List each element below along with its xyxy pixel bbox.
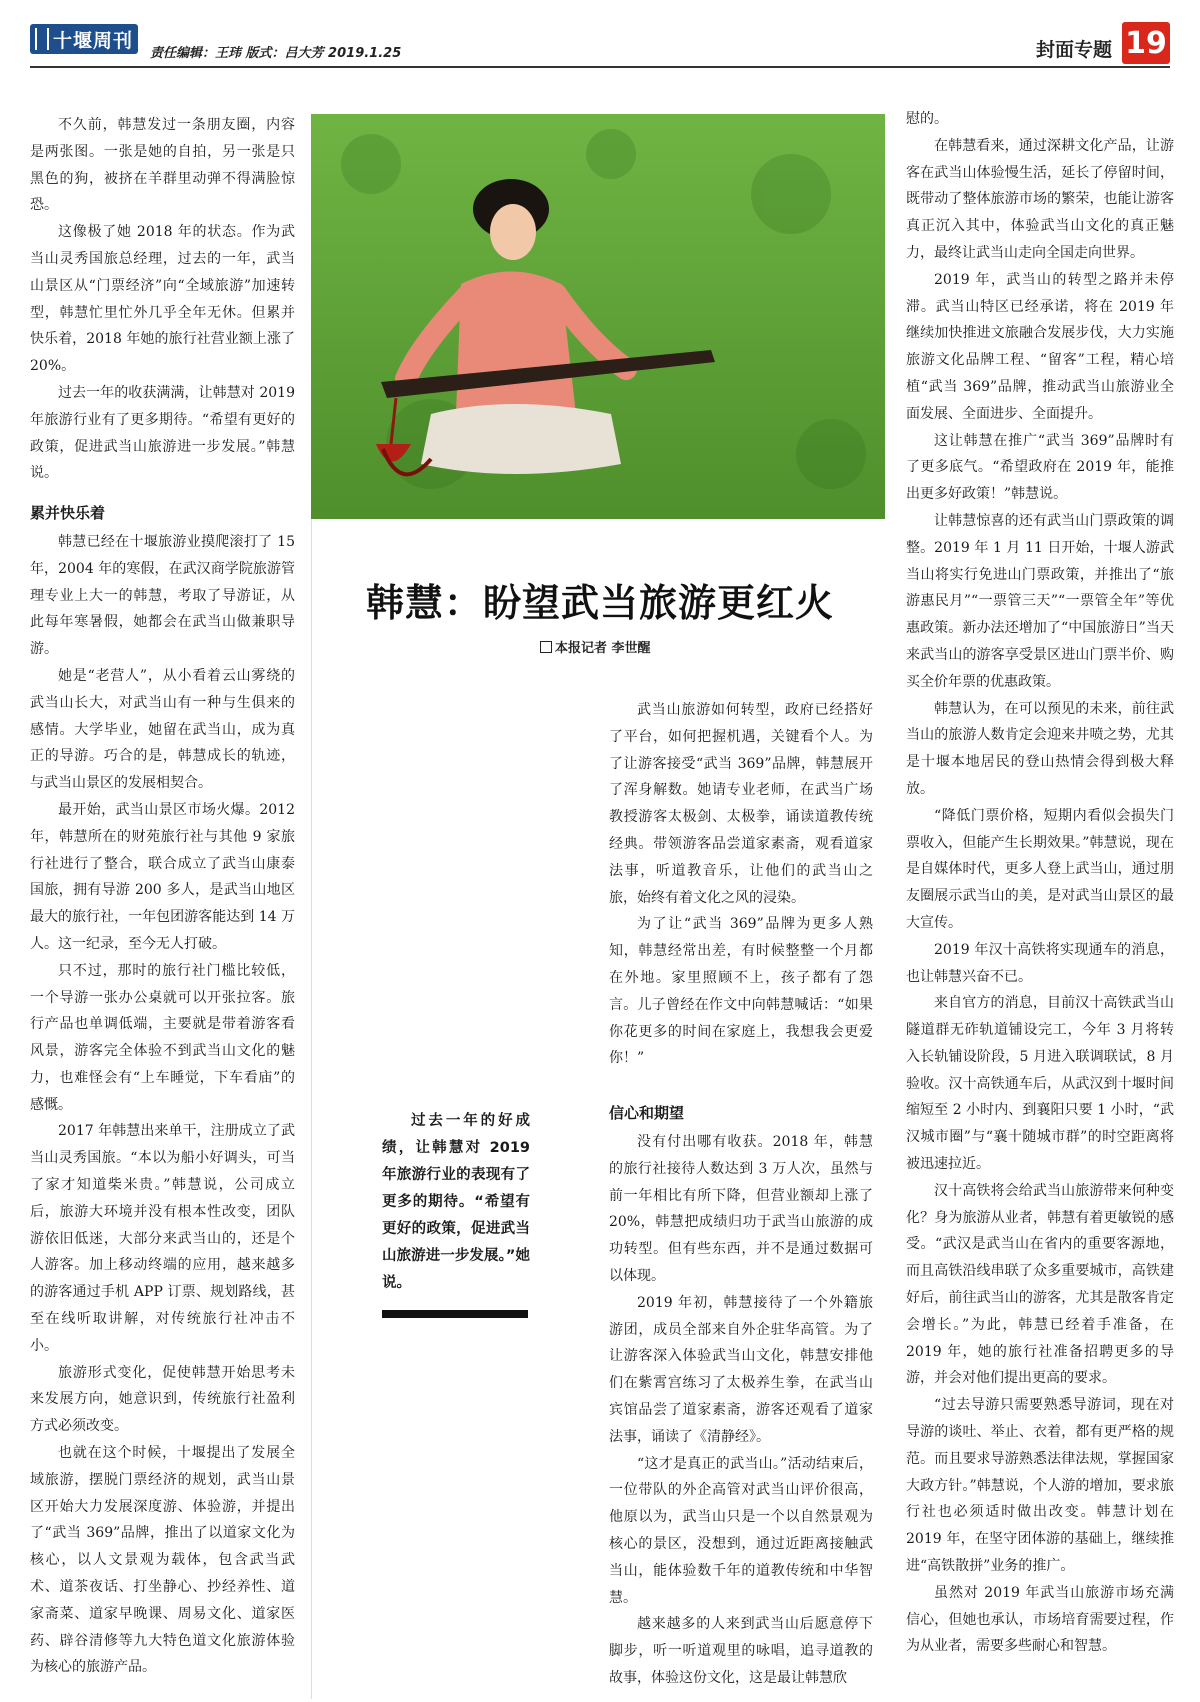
paragraph: 她是“老营人”，从小看着云山雾绕的武当山长大，对武当山有一种与生俱来的感情。大学毕业，她留在武当山，成为真正的导游。巧合的是，韩慧成长的轨迹，与武当山景区的发展相契合。 <box>30 667 295 792</box>
paragraph: 也就在这个时候，十堰提出了发展全域旅游，摆脱门票经济的规划，武当山景区开始大力发展深度游、体验游，并提出了“武当 369”品牌，推出了以道家文化为核心，以人文景观为载体，包含武当武术、道茶夜话、打坐静心、抄经养性、道家斋菜、道家早晚课、周易文化、道家医药、辟谷清修等九大特色道文化旅游体验为核心的旅游产品。 <box>30 1445 295 1676</box>
photo-illustration <box>311 114 885 519</box>
paragraph: “降低门票价格，短期内看似会损失门票收入，但能产生长期效果。”韩慧说，现在是自媒体时代，更多人登上武当山，通过朋友圈展示武当山的美，是对武当山景区的最大宣传。 <box>906 807 1174 931</box>
article-column-1 <box>30 112 295 1681</box>
paragraph: 最开始，武当山景区市场火爆。2012 年，韩慧所在的财苑旅行社与其他 9 家旅行社进行了整合，联合成立了武当山康泰国旅，拥有导游 200 多人，是武当山地区最大的旅行社，一年包团游客能达到 14 万人。这一纪录，至今无人打破。 <box>30 801 295 952</box>
page-number-badge: 19 <box>1122 22 1170 64</box>
masthead <box>0 0 1200 75</box>
article-column-3 <box>609 697 873 1692</box>
pull-quote-text: 过去一年的好成绩，让韩慧对 2019 年旅游行业的表现有了更多的期待。“希望有更好的政策，促进武当山旅游进一步发展。”她说。 <box>382 1113 530 1291</box>
paragraph: 不久前，韩慧发过一条朋友圈，内容是两张图。一张是她的自拍，另一张是只黑色的狗，被挤在羊群里动弹不得满脸惊恐。 <box>30 117 295 214</box>
byline-box-icon <box>540 641 552 653</box>
subheading: 累并快乐着 <box>30 504 106 523</box>
paragraph: 为了让“武当 369”品牌为更多人熟知，韩慧经常出差，有时候整整一个月都在外地。家里照顾不上，孩子都有了怨言。儿子曾经在作文中向韩慧喊话：“如果你花更多的时间在家庭上，我想我会更爱你！” <box>609 916 873 1067</box>
column-divider <box>311 519 312 1699</box>
paragraph: 只不过，那时的旅行社门槛比较低，一个导游一张办公桌就可以开张拉客。旅行产品也单调低端，主要就是带着游客看风景，游客完全体验不到武当山文化的魅力，也难怪会有“上车睡觉，下车看庙”的感慨。 <box>30 962 295 1113</box>
paragraph: “这才是真正的武当山。”活动结束后，一位带队的外企高管对武当山评价很高，他原以为，武当山只是一个以自然景观为核心的景区，没想到，通过近距离接触武当山，能体验数千年的道教传统和中华智慧。 <box>609 1455 873 1606</box>
header-divider <box>30 66 1170 68</box>
paragraph: 旅游形式变化，促使韩慧开始思考未来发展方向，她意识到，传统旅行社盈利方式必须改变。 <box>30 1364 295 1435</box>
paragraph: 虽然对 2019 年武当山旅游市场充满信心，但她也承认，市场培育需要过程，作为从业者，需要多些耐心和智慧。 <box>906 1584 1174 1655</box>
paragraph: 这像极了她 2018 年的状态。作为武当山灵秀国旅总经理，过去的一年，武当山景区从“门票经济”向“全域旅游”加速转型，韩慧忙里忙外几乎全年无休。但累并快乐着，2018 年她的旅行社营业额上涨了 20%。 <box>30 224 295 375</box>
paragraph: 汉十高铁将会给武当山旅游带来何种变化？身为旅游从业者，韩慧有着更敏锐的感受。“武汉是武当山在省内的重要客源地，而且高铁沿线串联了众多重要城市，高铁建好后，前往武当山的游客，尤其是散客肯定会增长。”为此，韩慧已经着手准备，在 2019 年，她的旅行社准备招聘更多的导游，并会对他们提出更高的要求。 <box>906 1182 1174 1387</box>
paragraph: 2019 年初，韩慧接待了一个外籍旅游团，成员全部来自外企驻华高管。为了让游客深入体验武当山文化，韩慧安排他们在紫霄宫练习了太极养生拳，在武当山宾馆品尝了道家素斋，游客还观看了道家法事，诵读了《清静经》。 <box>609 1294 873 1445</box>
pull-quote <box>382 1108 530 1297</box>
paragraph: 这让韩慧在推广“武当 369”品牌时有了更多底气。“希望政府在 2019 年，能推出更多好政策！”韩慧说。 <box>906 432 1174 503</box>
logo-text: 十堰周刊 <box>53 29 134 52</box>
paragraph: 让韩慧惊喜的还有武当山门票政策的调整。2019 年 1 月 11 日开始，十堰人游武当山将实行免进山门票政策，并推出了“旅游惠民月”“一票管三天”“一票管全年”等优惠政策。新办法还增加了“中国旅游日”当天来武当山的游客享受景区进山门票半价、购买全价年票的优惠政策。 <box>906 512 1174 690</box>
paragraph: 韩慧已经在十堰旅游业摸爬滚打了 15 年，2004 年的寒假，在武汉商学院旅游管理专业上大一的韩慧，考取了导游证，从此每年寒暑假，她都会在武当山做兼职导游。 <box>30 533 295 658</box>
article-headline: 韩慧：盼望武当旅游更红火 <box>365 581 834 625</box>
byline-text: 本报记者 李世醒 <box>555 641 651 656</box>
paragraph: 2019 年汉十高铁将实现通车的消息，也让韩慧兴奋不已。 <box>906 941 1174 985</box>
editorial-credits: 责任编辑：王玮 版式：吕大芳 2019.1.25 <box>150 46 402 61</box>
pull-quote-bar <box>382 1310 528 1318</box>
paragraph-continuation: 慰的。 <box>906 111 948 127</box>
subheading: 信心和期望 <box>609 1104 685 1123</box>
paragraph: 武当山旅游如何转型，政府已经搭好了平台，如何把握机遇，关键看个人。为了让游客接受“武当 369”品牌，韩慧展开了浑身解数。她请专业老师，在武当广场教授游客太极剑、太极拳，诵读道教传统经典。带领游客品尝道家素斋，观看道家法事，听道教音乐，让他们的武当山之旅，始终有着文化之风的浸染。 <box>609 702 873 906</box>
paragraph: 韩慧认为，在可以预见的未来，前往武当山的旅游人数肯定会迎来井喷之势，尤其是十堰本地居民的登山热情会得到极大释放。 <box>906 700 1174 797</box>
byline <box>540 637 651 656</box>
paragraph: 在韩慧看来，通过深耕文化产品，让游客在武当山体验慢生活，延长了停留时间，既带动了整体旅游市场的繁荣，也能让游客真正沉入其中，体验武当山文化的真正魅力，最终让武当山走向全国走向世界。 <box>906 137 1174 261</box>
paragraph: 2019 年，武当山的转型之路并未停滞。武当山特区已经承诺，将在 2019 年继续加快推进文旅融合发展步伐，大力实施旅游文化品牌工程、“留客”工程，精心培植“武当 369”品牌，推动武当山旅游业全面发展、全面进步、全面提升。 <box>906 271 1174 422</box>
paragraph: 2017 年韩慧出来单干，注册成立了武当山灵秀国旅。“本以为船小好调头，可当了家才知道柴米贵。”韩慧说，公司成立后，旅游大环境并没有根本性改变，团队游依旧低迷，大部分来武当山的，还是个人游客。加上移动终端的应用，越来越多的游客通过手机 APP 订票、规划路线，甚至在线听取讲解，对传统旅行社冲击不小。 <box>30 1123 295 1354</box>
publication-logo <box>30 24 138 54</box>
paragraph: “过去导游只需要熟悉导游词，现在对导游的谈吐、举止、衣着，都有更严格的规范。而且要求导游熟悉法律法规，掌握国家大政方针。”韩慧说，个人游的增加，要求旅行社也必须适时做出改变。韩慧计划在 2019 年，在坚守团体游的基础上，继续推进“高铁散拼”业务的推广。 <box>906 1397 1174 1575</box>
paragraph: 来自官方的消息，目前汉十高铁武当山隧道群无砟轨道铺设完工，今年 3 月将转入长轨铺设阶段，5 月进入联调联试，8 月验收。汉十高铁通车后，从武汉到十堰时间缩短至 2 小时内、到襄阳只要 1 小时，“武汉城市圈”与“襄十随城市群”的时空距离将被迅速拉近。 <box>906 995 1174 1173</box>
paragraph: 越来越多的人来到武当山后愿意停下脚步，听一听道观里的咏唱，追寻道教的故事，体验这份文化，这是最让韩慧欣 <box>609 1616 873 1686</box>
paragraph: 过去一年的收获满满，让韩慧对 2019 年旅游行业有了更多期待。“希望有更好的政策，促进武当山旅游进一步发展。”韩慧说。 <box>30 384 295 482</box>
woman-playing-guqin-on-grass-photo <box>311 114 885 519</box>
paragraph: 没有付出哪有收获。2018 年，韩慧的旅行社接待人数达到 3 万人次，虽然与前一年相比有所下降，但营业额却上涨了 20%，韩慧把成绩归功于武当山旅游的成功转型。但有些东西，并不是通过数据可以体现。 <box>609 1133 873 1284</box>
section-label: 封面专题 <box>1036 39 1113 61</box>
article-column-4 <box>906 106 1174 1660</box>
logo-mark-icon <box>35 28 49 50</box>
